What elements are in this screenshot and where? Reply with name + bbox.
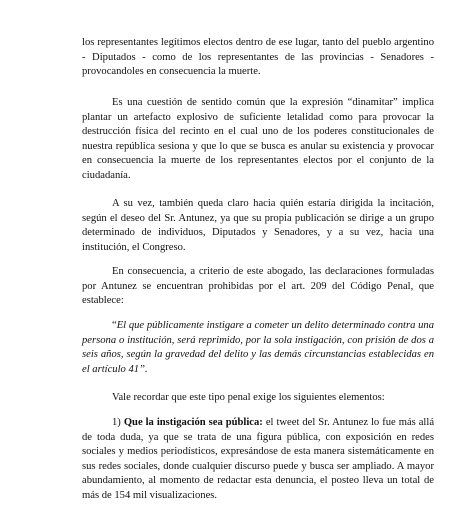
paragraph-elemento-1 (82, 416, 434, 504)
paragraph-incitacion: A su vez, también queda claro hacia quién estaría dirigida la incitación, según el deseo del Sr. Antunez, ya que su propia publicación se dirige a un grupo determinado de individuos, Diputados y Senadores, y a su vez, hacia una institución, el Congreso. (82, 198, 434, 253)
open-quote: “ (112, 320, 117, 331)
item-text: el tweet del Sr. Antunez lo fue más allá de toda duda, ya que se trata de una figura pública, con exposición en redes sociales y medios periodísticos, expresándose de esta manera sistemáticamente en sus redes sociales, donde cualquier discurso puede y busca ser ampliado. A mayor abundamiento, al momento de redactar esta denuncia, el posteo lleva un total de más de 154 mil visualizaciones. (82, 417, 435, 501)
paragraph-elementos: Vale recordar que este tipo penal exige los siguientes elementos: (112, 392, 385, 403)
quoted-article-209 (82, 319, 434, 377)
item-number: 1) (112, 417, 121, 428)
quoted-article-text: El que públicamente instigare a cometer un delito determinado contra una persona o institución, será reprimido, por la sola instigación, con prisión de dos a seis años, según la gravedad del delito y las demás circunstancias establecidas en el artículo 41”. (82, 320, 434, 375)
paragraph-continuation: los representantes legítimos electos dentro de ese lugar, tanto del pueblo argentino - Diputados - como de los representantes de las provincias - Senadores - provocandoles en consecuencia la muerte. (82, 37, 434, 78)
paragraph-dinamitar: Es una cuestión de sentido común que la expresión “dinamitar” implica plantar un artefacto explosivo de suficiente letalidad como para provocar la destrucción física del recinto en el cual uno de los poderes constitucionales de nuestra república sesiona y que lo que se busca es anular su existencia y provocar en consecuencia la muerte de los representantes electos por el conjunto de la ciudadanía. (82, 97, 434, 181)
item-label: Que la instigación sea pública: (123, 417, 263, 428)
paragraph-consecuencia: En consecuencia, a criterio de este abogado, las declaraciones formuladas por Antunez se encuentran prohibidas por el art. 209 del Código Penal, que establece: (82, 266, 434, 307)
